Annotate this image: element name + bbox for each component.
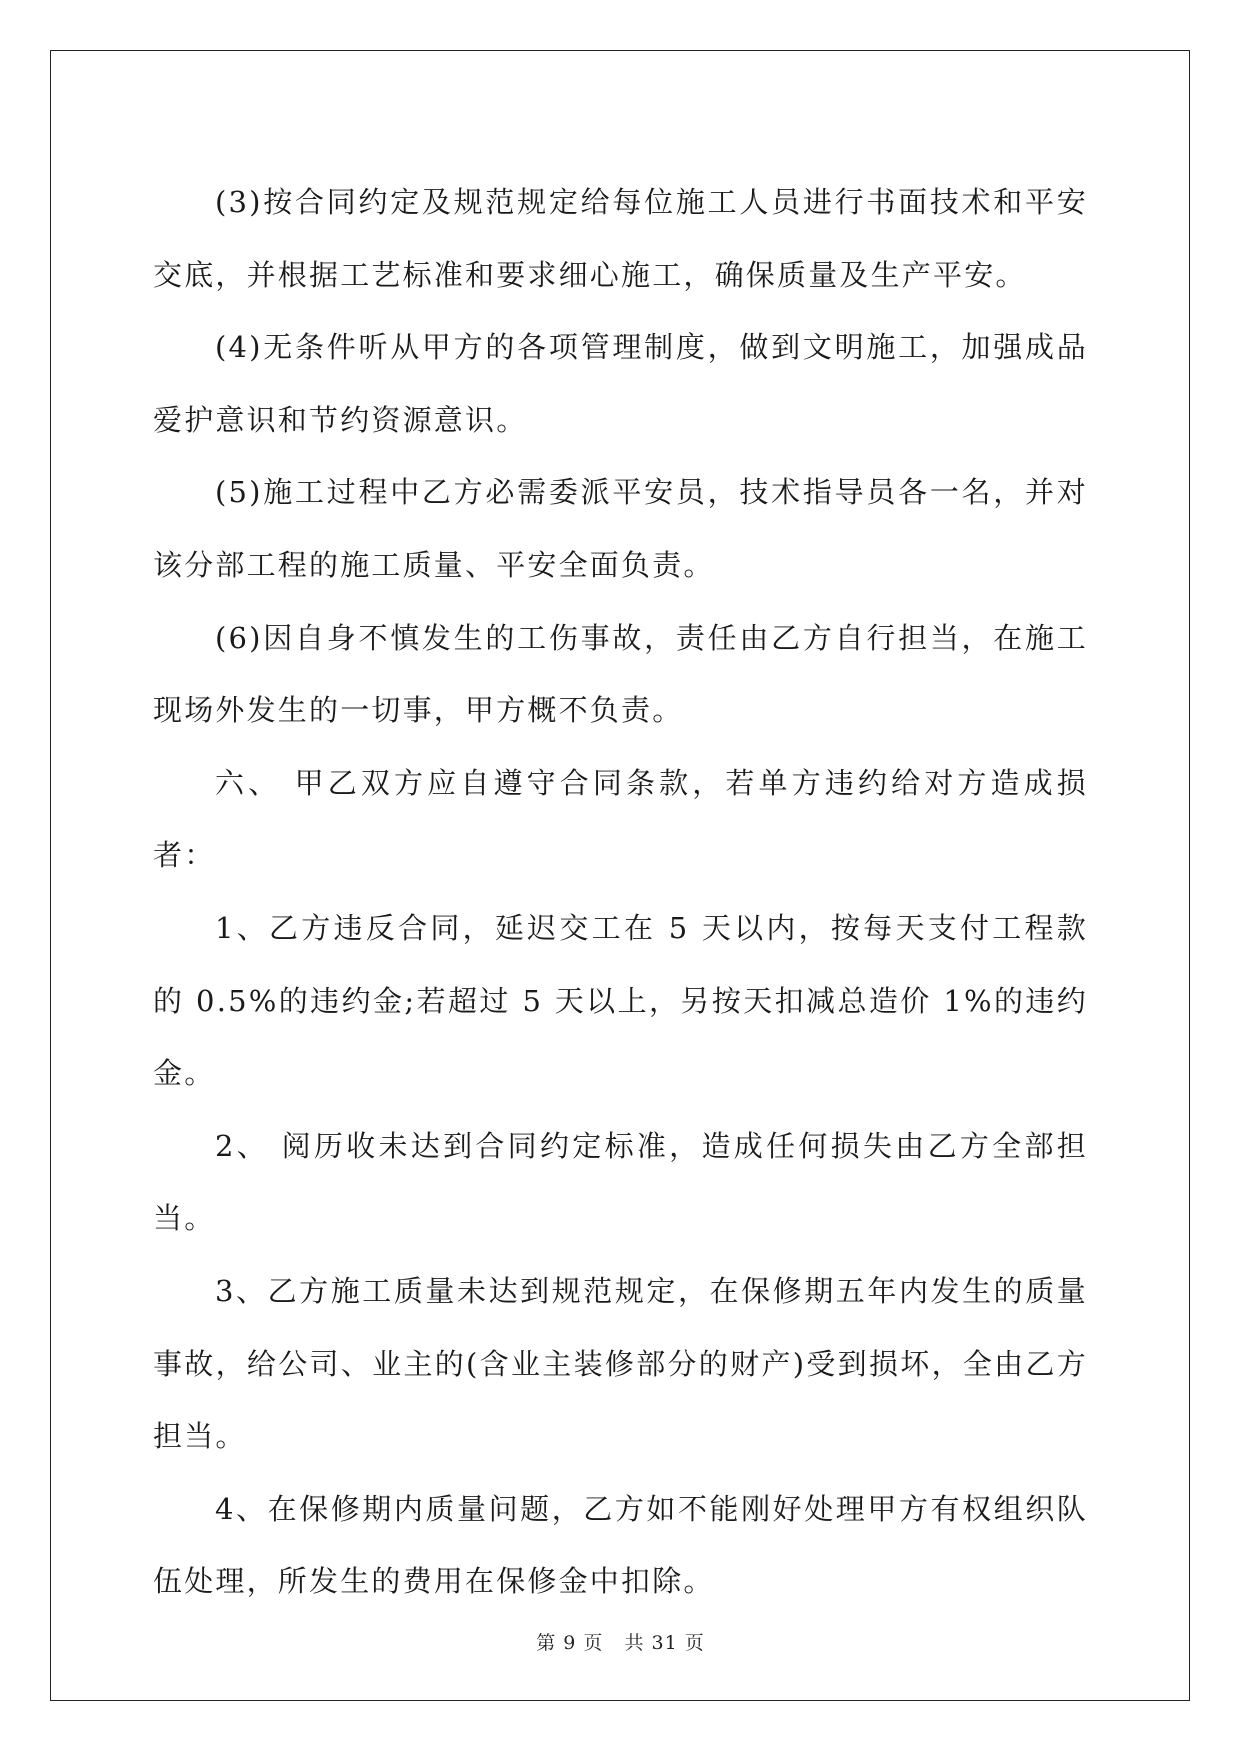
document-body bbox=[153, 166, 1088, 1618]
clause-2: 2、 阅历收未达到合同约定标准，造成任何损失由乙方全部担当。 bbox=[153, 1128, 1088, 1236]
page-footer bbox=[0, 1628, 1241, 1655]
clause-3: 3、乙方施工质量未达到规范规定，在保修期五年内发生的质量事故，给公司、业主的(含业主装修部分的财产)受到损坏，全由乙方担当。 bbox=[153, 1273, 1088, 1454]
clause-4: 4、在保修期内质量问题，乙方如不能刚好处理甲方有权组织队伍处理，所发生的费用在保修金中扣除。 bbox=[153, 1491, 1088, 1599]
page-number: 第 9 页 bbox=[536, 1632, 604, 1654]
page-total: 共 31 页 bbox=[624, 1632, 705, 1654]
paragraph-3: (3)按合同约定及规范规定给每位施工人员进行书面技术和平安交底，并根据工艺标准和要求细心施工，确保质量及生产平安。 bbox=[153, 185, 1088, 292]
clause-1: 1、乙方违反合同，延迟交工在 5 天以内，按每天支付工程款的 0.5%的违约金;若超过 5 天以上，另按天扣减总造价 1%的违约金。 bbox=[153, 910, 1088, 1091]
section-six-heading: 六、 甲乙双方应自遵守合同条款，若单方违约给对方造成损者： bbox=[153, 765, 1088, 873]
paragraph-6: (6)因自身不慎发生的工伤事故，责任由乙方自行担当，在施工现场外发生的一切事，甲方概不负责。 bbox=[153, 620, 1088, 728]
paragraph-5: (5)施工过程中乙方必需委派平安员，技术指导员各一名，并对该分部工程的施工质量、平安全面负责。 bbox=[153, 475, 1088, 582]
paragraph-4: (4)无条件听从甲方的各项管理制度，做到文明施工，加强成品爱护意识和节约资源意识。 bbox=[153, 330, 1088, 437]
